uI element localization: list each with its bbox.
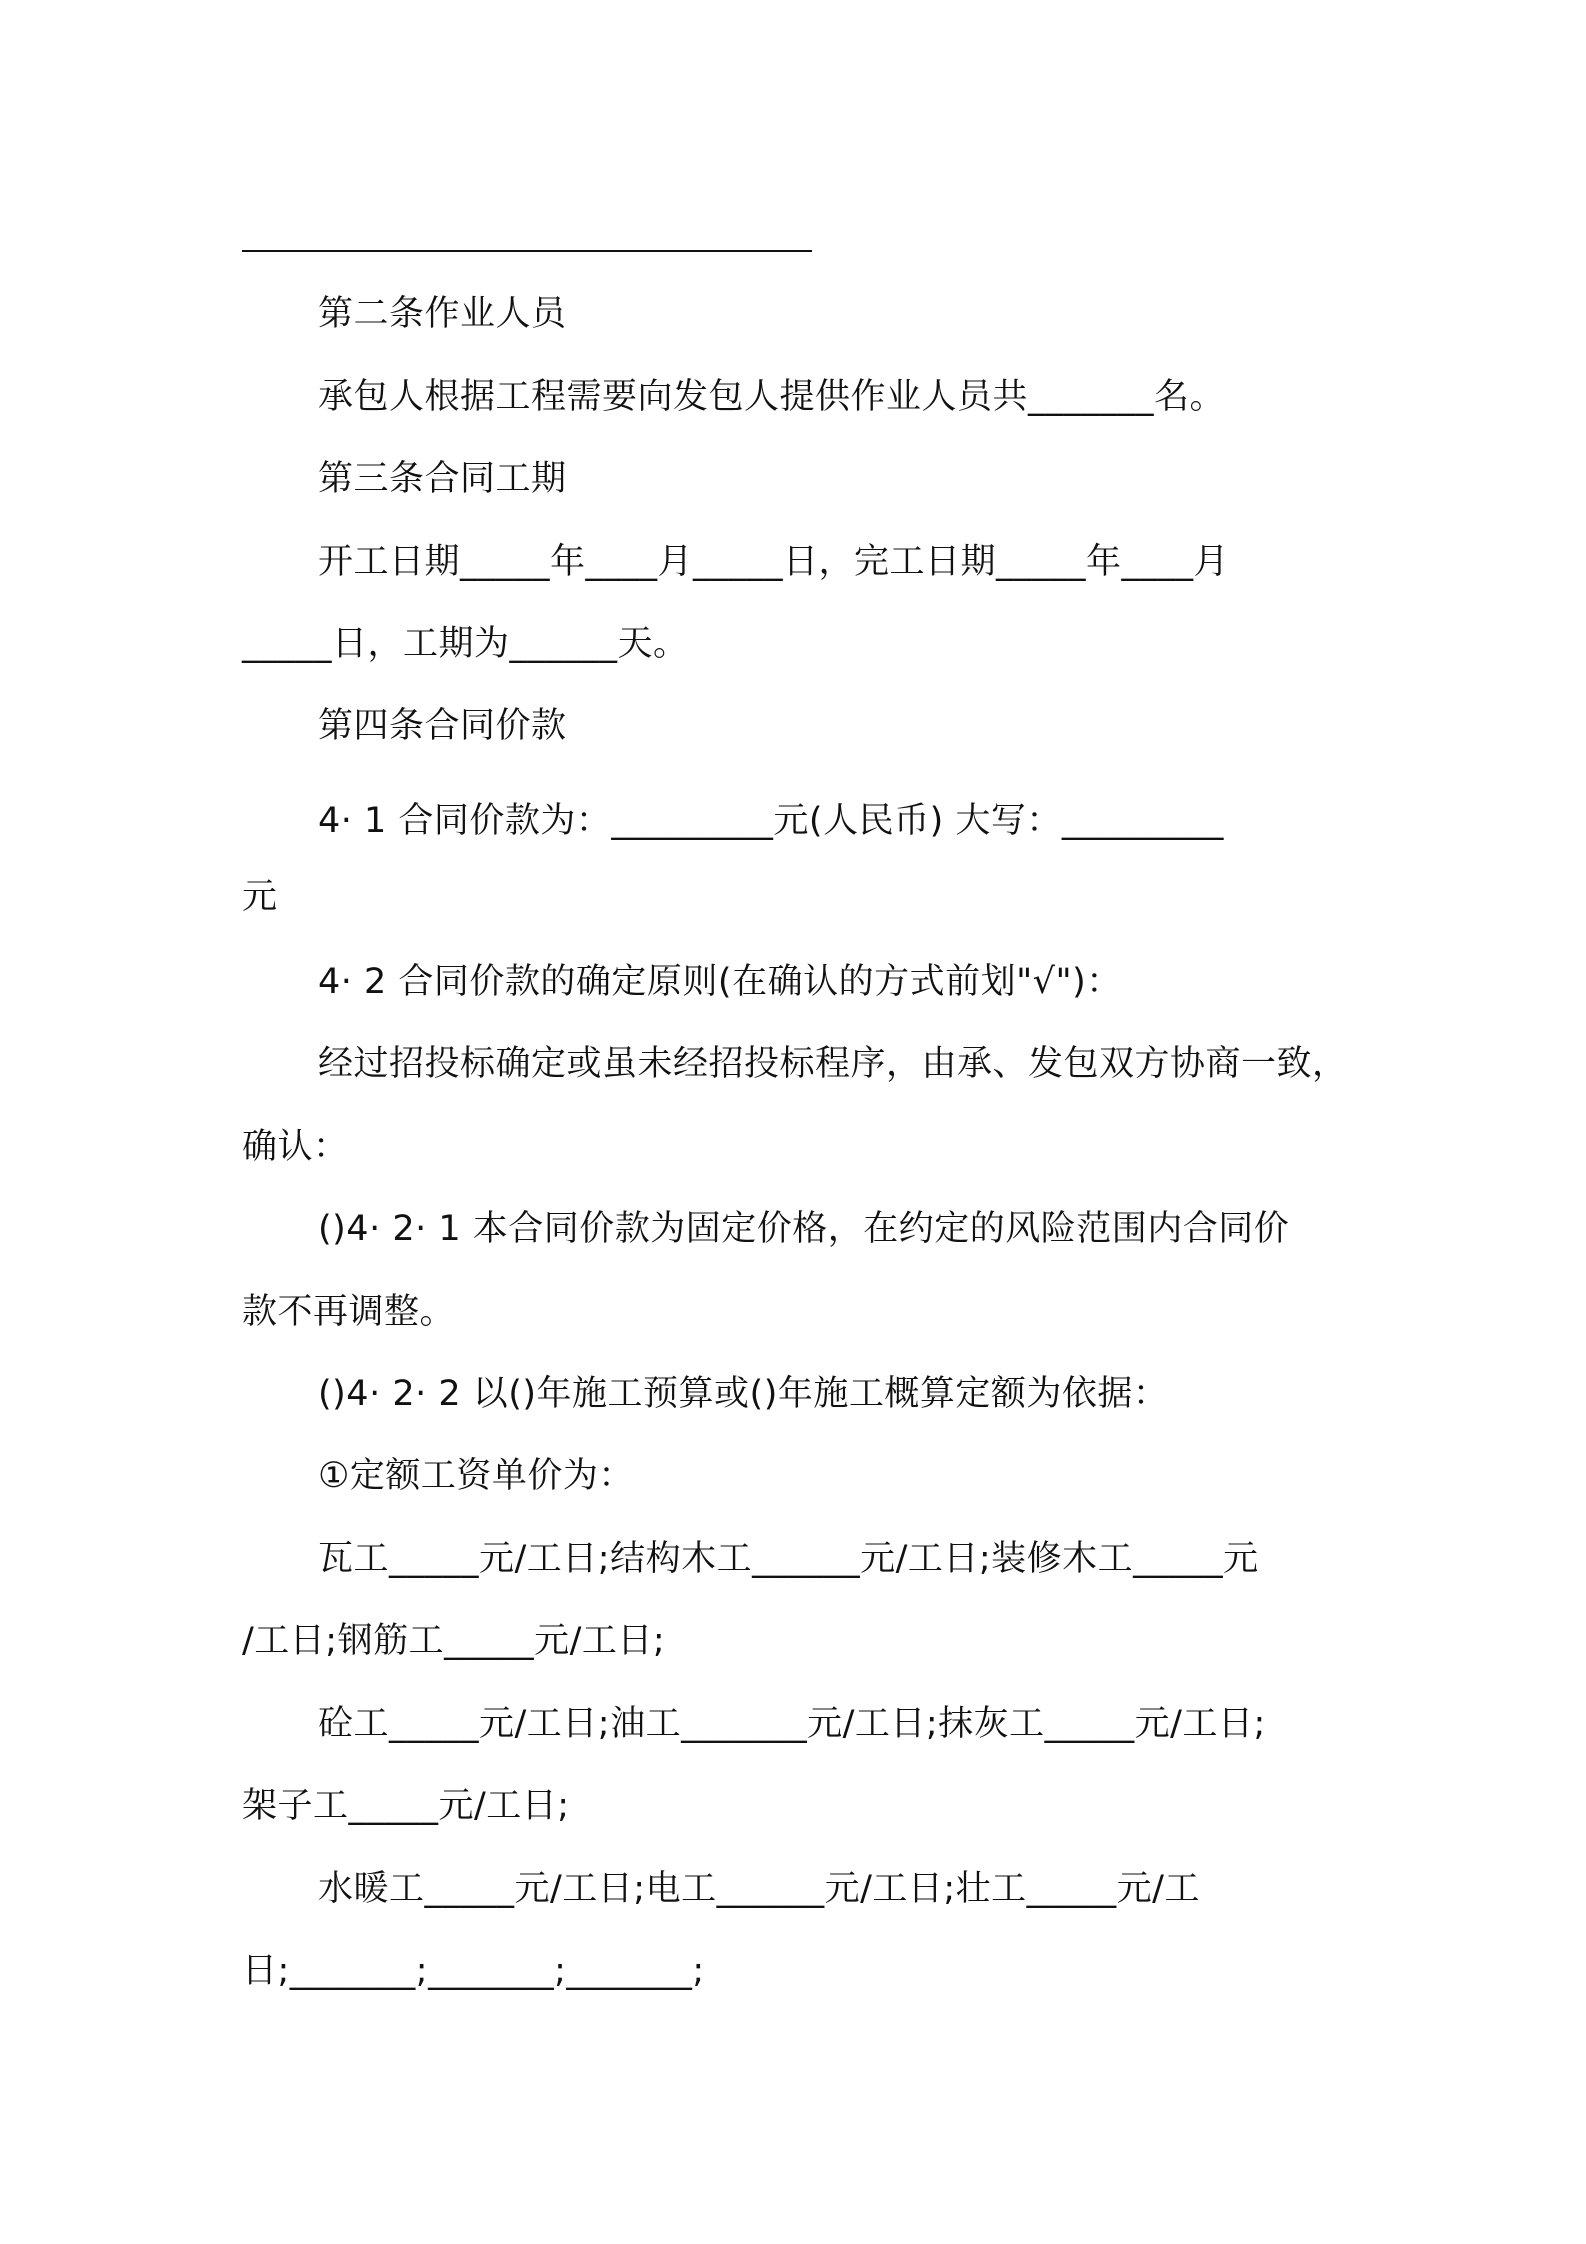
clause-4-2-2: ()4· 2· 2 以()年施工预算或()年施工概算定额为依据： — [318, 1374, 1169, 1414]
wage-rate-line-2: /工日;钢筋工_____元/工日; — [242, 1621, 666, 1661]
wage-rate-line-3: 砼工_____元/工日;油工_______元/工日;抹灰工_____元/工日; — [318, 1704, 1266, 1744]
article-2-heading: 第二条作业人员 — [318, 294, 567, 334]
clause-4-1-line-1: 4· 1 合同价款为：_________元(人民币) 大写：_________ — [318, 801, 1224, 841]
article-3-body-line-1: 开工日期_____年____月_____日，完工日期_____年____月 — [318, 542, 1230, 582]
wage-rate-line-6: 日;_______;_______;_______; — [242, 1951, 705, 1991]
article-4-heading: 第四条合同价款 — [318, 706, 567, 746]
clause-4-1-line-2: 元 — [242, 877, 278, 917]
article-2-body: 承包人根据工程需要向发包人提供作业人员共_______名。 — [318, 377, 1226, 417]
wage-rate-line-5: 水暖工_____元/工日;电工______元/工日;壮工_____元/工 — [318, 1869, 1200, 1909]
wage-rate-heading: ①定额工资单价为： — [318, 1456, 634, 1496]
clause-4-2-1-line-1: ()4· 2· 1 本合同价款为固定价格，在约定的风险范围内合同价 — [318, 1209, 1290, 1249]
clause-4-2-heading: 4· 2 合同价款的确定原则(在确认的方式前划"√")： — [318, 962, 1122, 1002]
top-blank-rule — [242, 250, 812, 252]
clause-4-2-body-line-2: 确认： — [242, 1127, 349, 1167]
article-3-heading: 第三条合同工期 — [318, 459, 567, 499]
clause-4-2-body-line-1: 经过招投标确定或虽未经招投标程序，由承、发包双方协商一致， — [318, 1044, 1348, 1084]
article-3-body-line-2: _____日，工期为______天。 — [242, 624, 689, 664]
wage-rate-line-1: 瓦工_____元/工日;结构木工______元/工日;装修木工_____元 — [318, 1539, 1259, 1579]
clause-4-2-1-line-2: 款不再调整。 — [242, 1292, 456, 1332]
wage-rate-line-4: 架子工_____元/工日; — [242, 1786, 570, 1826]
